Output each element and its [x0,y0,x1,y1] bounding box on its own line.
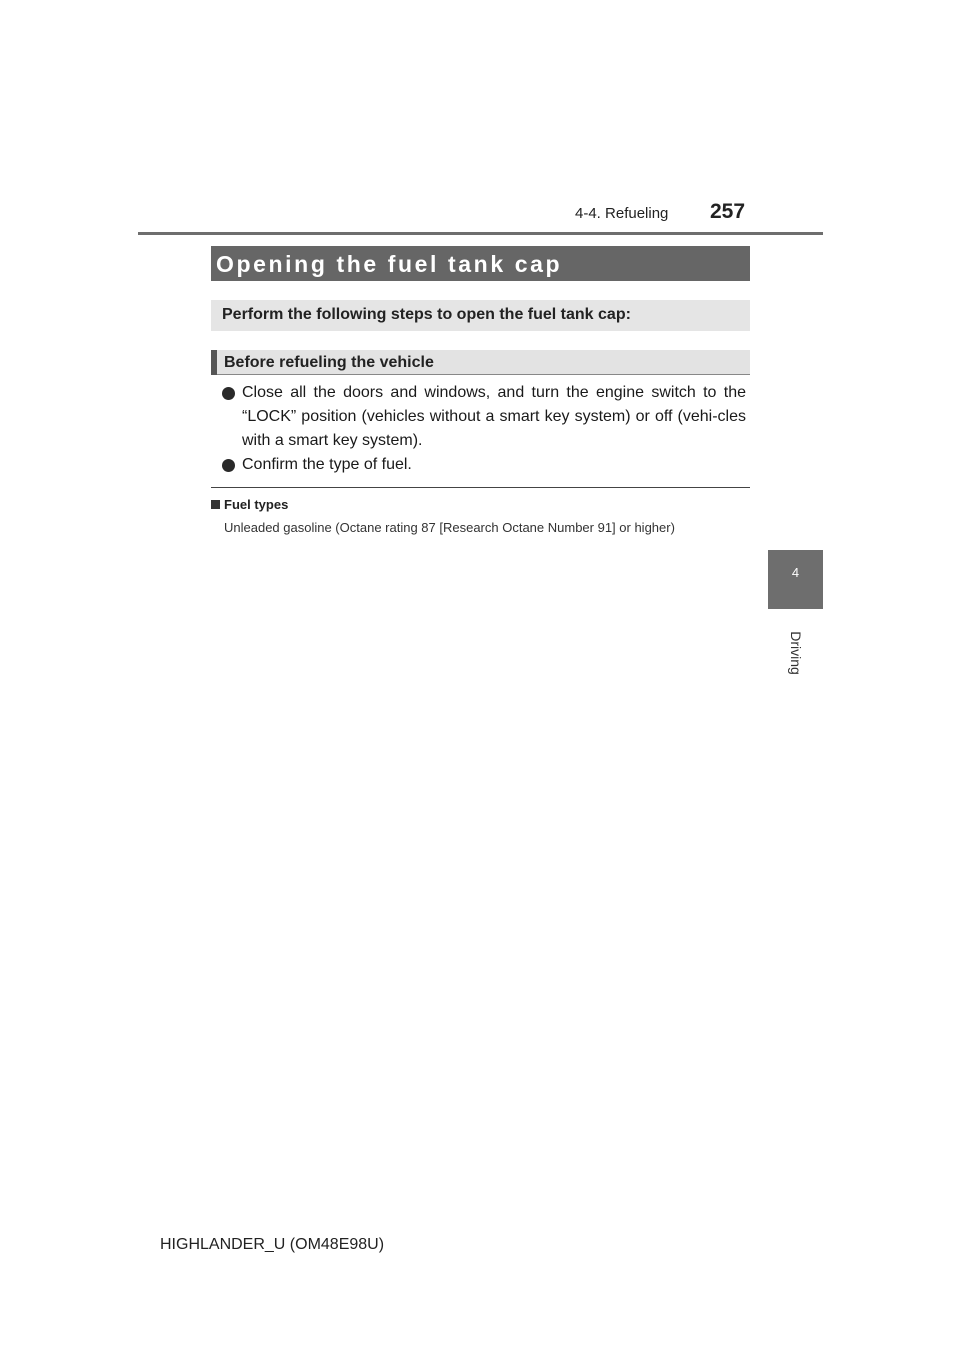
page-number: 257 [710,200,746,223]
bullet-text: Confirm the type of fuel. [242,456,412,473]
chapter-name-vertical: Driving [788,631,804,675]
list-item [222,453,746,477]
subsection-accent [211,350,217,375]
note-heading-text: Fuel types [224,497,289,512]
section-divider [211,487,750,488]
note-body: Unleaded gasoline (Octane rating 87 [Research Octane Number 91] or higher) [224,520,675,535]
chapter-number: 4 [791,565,800,580]
bullet-icon [222,459,235,472]
header-section-label: 4-4. Refueling [575,205,669,222]
note-heading [211,497,288,513]
footer-model-code: HIGHLANDER_U (OM48E98U) [160,1236,385,1253]
intro-text: Perform the following steps to open the fuel tank cap: [222,306,631,323]
chapter-tab [768,550,823,609]
bullet-text: Close all the doors and windows, and turn the engine switch to the “LOCK” position (vehicles without a smart key system) or off (vehi-cles with a smart key system). [242,384,746,449]
header-divider [138,232,823,235]
section-title: Opening the fuel tank cap [216,251,563,277]
subsection-title: Before refueling the vehicle [224,354,434,371]
list-item [222,381,746,453]
bullet-list [222,381,746,477]
bullet-icon [222,387,235,400]
square-bullet-icon [211,500,220,509]
